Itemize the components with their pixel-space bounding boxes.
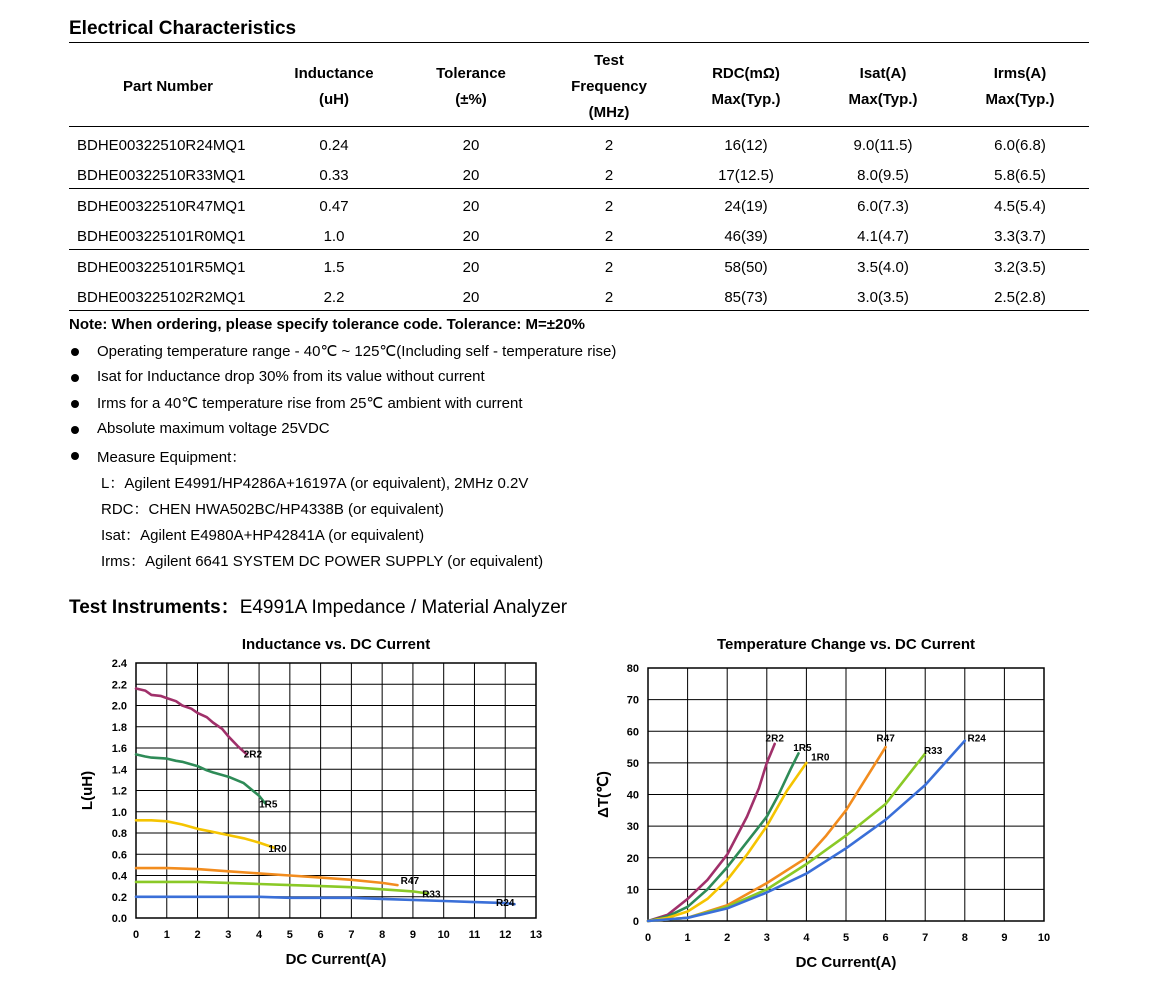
- table-cell: 0.33: [319, 167, 349, 184]
- y-tick-label: 0.4: [111, 870, 127, 883]
- table-cell: 2: [604, 289, 614, 306]
- x-tick-label: 13: [529, 929, 543, 941]
- y-tick-label: 1.8: [111, 721, 127, 734]
- x-tick-label: 0: [644, 932, 652, 944]
- series-label: 1R0: [268, 843, 287, 855]
- x-tick-label: 1: [163, 929, 170, 941]
- bullet-text: Absolute maximum voltage 25VDC: [97, 420, 330, 437]
- x-tick-label: 4: [256, 929, 263, 941]
- x-tick-label: 9: [1001, 932, 1008, 944]
- table-cell: 2: [604, 167, 614, 184]
- y-tick-label: 0: [632, 916, 639, 928]
- column-header: (±%): [455, 90, 487, 108]
- table-cell: 0.24: [319, 137, 349, 154]
- series-label: 1R0: [811, 752, 830, 764]
- equipment-item: RDC：CHEN HWA502BC/HP4338B (or equivalent): [101, 501, 444, 518]
- series-label: 2R2: [243, 749, 263, 761]
- y-axis-label: ΔT(℃): [595, 771, 612, 818]
- series-label: 2R2: [765, 733, 784, 745]
- table-cell: 20: [462, 198, 480, 215]
- table-cell: 3.5(4.0): [857, 259, 909, 276]
- header-rule: [69, 126, 1089, 127]
- series-label: 1R5: [259, 799, 278, 811]
- x-tick-label: 7: [922, 932, 929, 944]
- table-cell: 16(12): [724, 137, 768, 154]
- row-group-rule: [69, 310, 1089, 311]
- bullet-dot-icon: [71, 452, 79, 460]
- column-header: Inductance: [294, 64, 374, 82]
- equipment-item: Irms：Agilent 6641 SYSTEM DC POWER SUPPLY (or equivalent): [101, 553, 544, 570]
- y-tick-label: 50: [626, 757, 639, 770]
- series-line-r24: [136, 897, 515, 904]
- bullet-text: Measure Equipment：: [97, 449, 247, 466]
- y-tick-label: 0.2: [111, 891, 127, 904]
- ordering-note: Note: When ordering, please specify tolerance code. Tolerance: M=±20%: [69, 316, 586, 333]
- y-tick-label: 0.6: [111, 849, 127, 862]
- temperature-chart: [590, 626, 1060, 976]
- column-header: Max(Typ.): [985, 90, 1055, 108]
- x-tick-label: 3: [225, 929, 232, 941]
- y-tick-label: 2.0: [111, 700, 127, 713]
- series-label: 1R5: [793, 743, 812, 755]
- x-axis-label: DC Current(A): [795, 954, 897, 971]
- series-line-2r2: [136, 689, 247, 755]
- equipment-item: L：Agilent E4991/HP4286A+16197A (or equivalent), 2MHz 0.2V: [101, 475, 529, 492]
- y-tick-label: 0.0: [111, 913, 127, 925]
- table-cell: 1.5: [323, 259, 345, 276]
- bullet-text: Isat for Inductance drop 30% from its value without current: [97, 368, 485, 385]
- part-number-cell: BDHE00322510R24MQ1: [77, 137, 246, 154]
- series-label: R33: [923, 746, 943, 758]
- y-tick-label: 1.6: [111, 743, 127, 755]
- column-header: Tolerance: [436, 64, 506, 82]
- column-header: Part Number: [122, 77, 214, 95]
- y-tick-label: 2.2: [111, 679, 127, 692]
- x-tick-label: 8: [961, 932, 968, 944]
- y-tick-label: 30: [626, 821, 639, 834]
- inductance-chart: [60, 626, 560, 976]
- bullet-dot-icon: [71, 348, 79, 356]
- x-axis-label: DC Current(A): [285, 951, 387, 968]
- x-tick-label: 4: [803, 932, 810, 944]
- bullet-dot-icon: [71, 374, 79, 382]
- column-header: Isat(A): [859, 64, 907, 82]
- x-tick-label: 0: [132, 929, 140, 941]
- table-cell: 20: [462, 289, 480, 306]
- section-title: Electrical Characteristics: [69, 18, 297, 39]
- series-line-1r5: [648, 753, 799, 921]
- table-cell: 2.5(2.8): [994, 289, 1046, 306]
- table-cell: 58(50): [724, 259, 768, 276]
- series-label: R47: [876, 733, 895, 745]
- test-instruments: [69, 592, 567, 619]
- table-cell: 9.0(11.5): [853, 137, 913, 154]
- test-instruments-label: Test Instruments：: [69, 597, 240, 618]
- column-header: Max(Typ.): [848, 90, 918, 108]
- chart-title: Temperature Change vs. DC Current: [716, 636, 976, 653]
- x-tick-label: 6: [882, 932, 889, 944]
- table-cell: 3.2(3.5): [994, 259, 1046, 276]
- table-cell: 1.0: [323, 228, 345, 245]
- y-tick-label: 2.4: [111, 658, 127, 670]
- y-tick-label: 60: [626, 726, 639, 739]
- table-cell: 2: [604, 259, 614, 276]
- equipment-item: Isat：Agilent E4980A+HP42841A (or equivalent): [101, 527, 425, 544]
- column-header: (uH): [319, 90, 349, 108]
- row-group-rule: [69, 249, 1089, 250]
- series-label: R24: [967, 733, 986, 745]
- part-number-cell: BDHE003225101R0MQ1: [77, 228, 246, 245]
- table-cell: 8.0(9.5): [857, 167, 909, 184]
- table-cell: 20: [462, 167, 480, 184]
- y-tick-label: 20: [626, 852, 639, 865]
- table-cell: 20: [462, 137, 480, 154]
- y-axis-label: L(uH): [79, 770, 96, 811]
- y-tick-label: 80: [626, 663, 639, 675]
- x-tick-label: 2: [194, 929, 201, 941]
- x-tick-label: 1: [684, 932, 691, 944]
- x-tick-label: 2: [724, 932, 731, 944]
- y-tick-label: 70: [626, 694, 639, 707]
- x-tick-label: 5: [842, 932, 850, 944]
- table-cell: 6.0(6.8): [994, 137, 1046, 154]
- chart-title: Inductance vs. DC Current: [241, 636, 431, 653]
- bullet-dot-icon: [71, 400, 79, 408]
- y-tick-label: 1.0: [111, 806, 127, 819]
- row-group-rule: [69, 188, 1089, 189]
- bullet-text: Operating temperature range - 40℃ ~ 125℃(Including self - temperature rise): [97, 343, 617, 360]
- series-line-1r0: [136, 820, 275, 848]
- table-cell: 5.8(6.5): [994, 167, 1046, 184]
- y-tick-label: 1.4: [111, 764, 127, 777]
- column-header: RDC(mΩ): [712, 64, 780, 82]
- x-tick-label: 10: [437, 929, 450, 941]
- column-header: Max(Typ.): [711, 90, 781, 108]
- x-tick-label: 9: [409, 929, 416, 941]
- series-line-1r5: [136, 754, 265, 803]
- table-cell: 2: [604, 198, 614, 215]
- x-tick-label: 6: [317, 929, 324, 941]
- bullet-text: Irms for a 40℃ temperature rise from 25℃ ambient with current: [97, 395, 523, 412]
- table-cell: 4.1(4.7): [857, 228, 909, 245]
- part-number-cell: BDHE00322510R33MQ1: [77, 167, 246, 184]
- series-label: R33: [422, 889, 441, 901]
- x-tick-label: 5: [286, 929, 293, 941]
- table-cell: 85(73): [724, 289, 768, 306]
- table-cell: 20: [462, 228, 480, 245]
- x-tick-label: 11: [468, 929, 481, 941]
- table-cell: 2: [604, 228, 614, 245]
- x-tick-label: 7: [348, 929, 355, 941]
- table-cell: 24(19): [724, 198, 768, 215]
- bullet-dot-icon: [71, 426, 79, 434]
- column-header: (MHz): [588, 103, 630, 121]
- table-cell: 20: [462, 259, 480, 276]
- table-cell: 17(12.5): [718, 167, 774, 184]
- part-number-cell: BDHE003225101R5MQ1: [77, 259, 246, 276]
- table-cell: 6.0(7.3): [857, 198, 909, 215]
- y-tick-label: 1.2: [111, 785, 127, 798]
- y-tick-label: 10: [626, 884, 639, 897]
- test-instruments-value: E4991A Impedance / Material Analyzer: [239, 597, 568, 618]
- table-cell: 4.5(5.4): [994, 198, 1046, 215]
- x-tick-label: 8: [379, 929, 386, 941]
- table-cell: 2: [604, 137, 614, 154]
- column-header: Frequency: [571, 77, 647, 95]
- part-number-cell: BDHE003225102R2MQ1: [77, 289, 246, 306]
- table-cell: 3.0(3.5): [857, 289, 909, 306]
- table-cell: 0.47: [319, 198, 349, 215]
- y-tick-label: 40: [626, 789, 639, 802]
- series-label: R24: [496, 898, 515, 910]
- x-tick-label: 10: [1037, 932, 1051, 944]
- column-header: Test: [594, 51, 624, 69]
- table-cell: 2.2: [323, 289, 345, 306]
- table-cell: 46(39): [724, 228, 768, 245]
- y-tick-label: 0.8: [111, 828, 127, 840]
- x-tick-label: 3: [763, 932, 770, 944]
- title-rule: [69, 42, 1089, 43]
- x-tick-label: 12: [499, 929, 512, 941]
- column-header: Irms(A): [993, 64, 1047, 82]
- table-cell: 3.3(3.7): [994, 228, 1046, 245]
- part-number-cell: BDHE00322510R47MQ1: [77, 198, 246, 215]
- series-label: R47: [400, 875, 420, 887]
